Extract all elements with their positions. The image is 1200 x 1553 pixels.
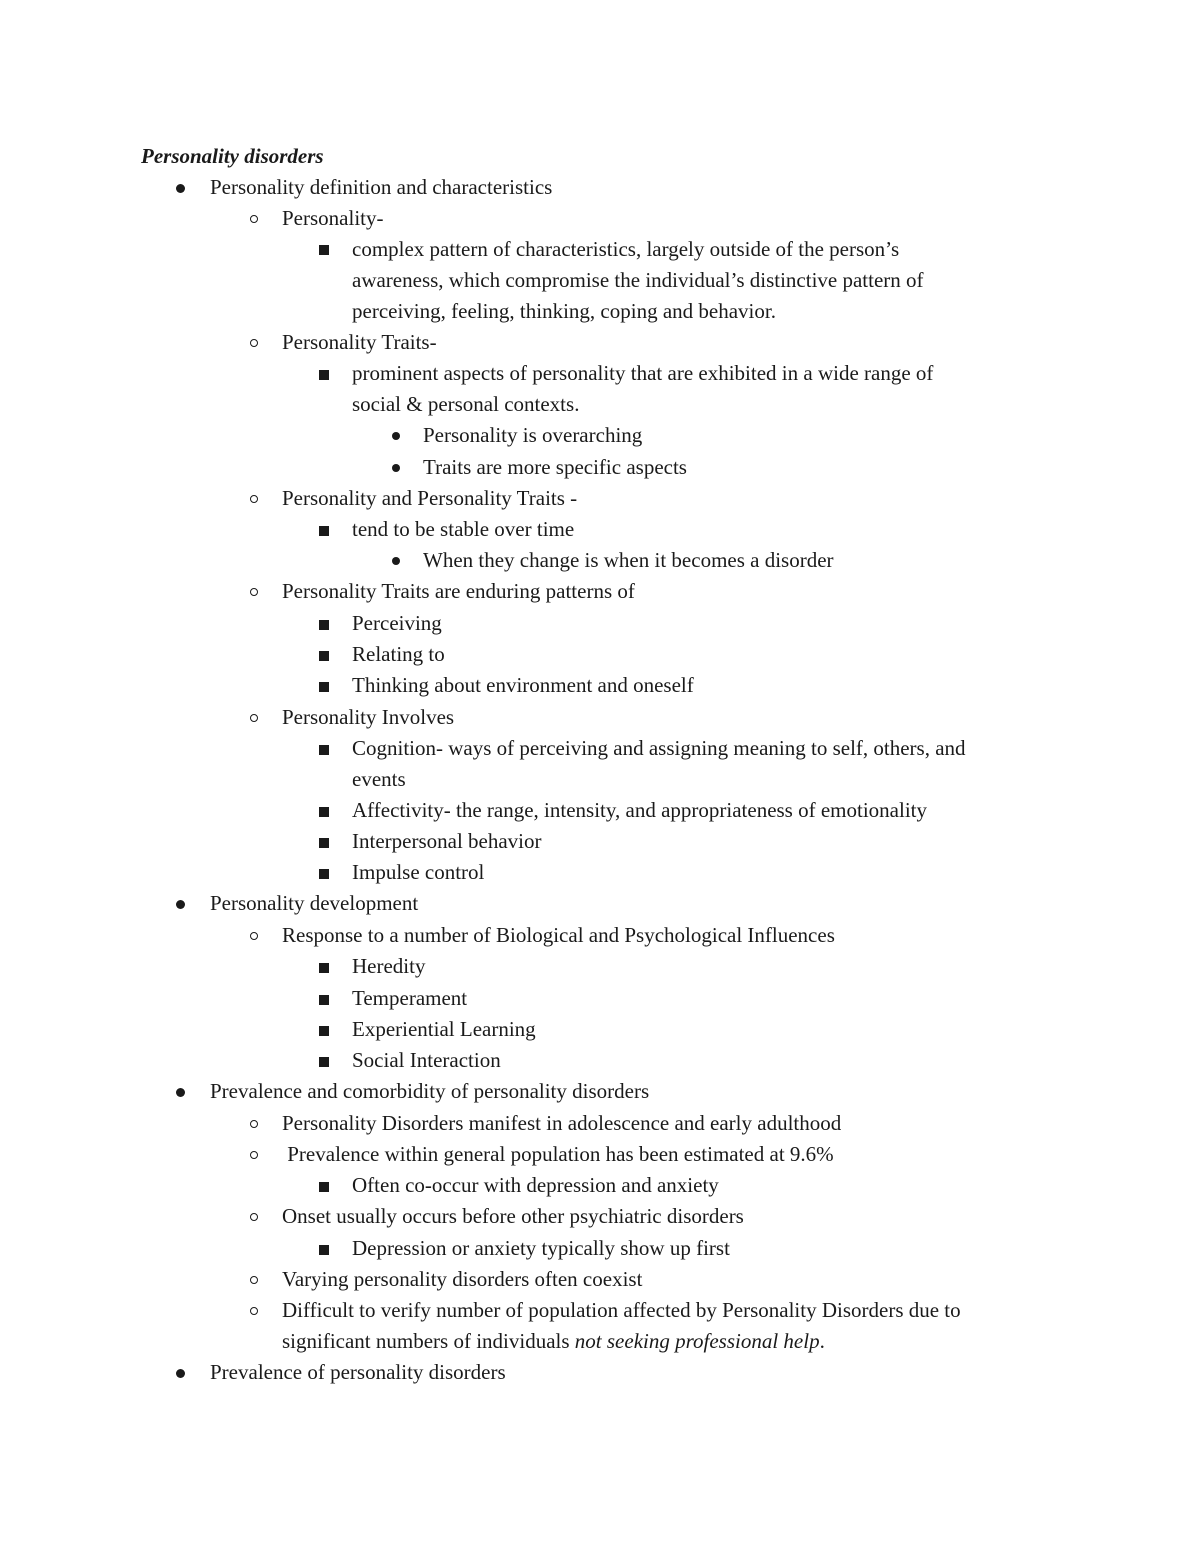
- list-item: Prevalence and comorbidity of personality disorders: [210, 1079, 650, 1103]
- bullet-square-icon: [319, 1026, 329, 1036]
- list-item: Temperament: [352, 986, 468, 1010]
- list-item: Prevalence within general population has been estimated at 9.6%: [282, 1142, 834, 1166]
- bullet-dot-icon: [176, 1088, 185, 1097]
- list-item: Often co-occur with depression and anxiety: [352, 1173, 719, 1197]
- list-item: Impulse control: [352, 860, 485, 884]
- bullet-square-icon: [319, 682, 329, 692]
- list-item: Personality Disorders manifest in adolescence and early adulthood: [282, 1111, 842, 1135]
- list-item: Personality Involves: [282, 705, 455, 729]
- list-item-continuation: awareness, which compromise the individual’s distinctive pattern of: [352, 268, 924, 292]
- bullet-square-icon: [319, 869, 329, 879]
- list-item: Personality development: [210, 891, 419, 915]
- list-item: Personality-: [282, 206, 384, 230]
- list-item-continuation: events: [352, 767, 406, 791]
- list-item: Onset usually occurs before other psychiatric disorders: [282, 1204, 744, 1228]
- list-item: tend to be stable over time: [352, 517, 575, 541]
- list-item: complex pattern of characteristics, largely outside of the person’s: [352, 237, 900, 261]
- list-item: Response to a number of Biological and Psychological Influences: [282, 923, 835, 947]
- bullet-circle-icon: [250, 1120, 258, 1128]
- list-item: Thinking about environment and oneself: [352, 673, 694, 697]
- bullet-dot-icon: [176, 900, 185, 909]
- bullet-square-icon: [319, 526, 329, 536]
- bullet-square-icon: [319, 963, 329, 973]
- list-item: When they change is when it becomes a disorder: [423, 548, 834, 572]
- bullet-square-icon: [319, 807, 329, 817]
- bullet-dot-icon: [392, 557, 400, 565]
- list-item: Experiential Learning: [352, 1017, 536, 1041]
- list-item: Varying personality disorders often coexist: [282, 1267, 643, 1291]
- bullet-square-icon: [319, 838, 329, 848]
- list-item-text: .: [819, 1329, 825, 1353]
- bullet-circle-icon: [250, 714, 258, 722]
- list-item: Traits are more specific aspects: [423, 455, 687, 479]
- bullet-dot-icon: [176, 1369, 185, 1378]
- page-title: Personality disorders: [141, 144, 324, 168]
- list-item: Personality Traits-: [282, 330, 437, 354]
- emphasis-text: not seeking professional help: [574, 1329, 820, 1353]
- list-item-continuation: [282, 1326, 825, 1357]
- list-item: Social Interaction: [352, 1048, 501, 1072]
- bullet-circle-icon: [250, 1276, 258, 1284]
- list-item: Personality Traits are enduring patterns of: [282, 579, 635, 603]
- list-item: Depression or anxiety typically show up first: [352, 1236, 730, 1260]
- bullet-circle-icon: [250, 1151, 258, 1159]
- list-item-continuation: perceiving, feeling, thinking, coping and behavior.: [352, 299, 776, 323]
- bullet-square-icon: [319, 1057, 329, 1067]
- bullet-square-icon: [319, 651, 329, 661]
- bullet-square-icon: [319, 370, 329, 380]
- list-item: prominent aspects of personality that are exhibited in a wide range of: [352, 361, 934, 385]
- bullet-circle-icon: [250, 215, 258, 223]
- bullet-dot-icon: [392, 432, 400, 440]
- bullet-square-icon: [319, 1182, 329, 1192]
- list-item: Personality definition and characteristics: [210, 175, 553, 199]
- list-item: Affectivity- the range, intensity, and appropriateness of emotionality: [352, 798, 927, 822]
- list-item: Cognition- ways of perceiving and assigning meaning to self, others, and: [352, 736, 966, 760]
- list-item-text: significant numbers of individuals: [282, 1329, 575, 1353]
- bullet-square-icon: [319, 245, 329, 255]
- list-item: Prevalence of personality disorders: [210, 1360, 506, 1384]
- bullet-circle-icon: [250, 339, 258, 347]
- list-item-continuation: social & personal contexts.: [352, 392, 580, 416]
- bullet-circle-icon: [250, 1213, 258, 1221]
- bullet-dot-icon: [392, 464, 400, 472]
- bullet-square-icon: [319, 995, 329, 1005]
- bullet-circle-icon: [250, 1307, 258, 1315]
- list-item: Personality is overarching: [423, 423, 643, 447]
- list-item: Perceiving: [352, 611, 442, 635]
- bullet-dot-icon: [176, 184, 185, 193]
- bullet-circle-icon: [250, 588, 258, 596]
- bullet-square-icon: [319, 1245, 329, 1255]
- list-item: Relating to: [352, 642, 445, 666]
- list-item: Personality and Personality Traits -: [282, 486, 578, 510]
- list-item: Difficult to verify number of population affected by Personality Disorders due to: [282, 1298, 961, 1322]
- bullet-square-icon: [319, 745, 329, 755]
- bullet-circle-icon: [250, 495, 258, 503]
- list-item: Interpersonal behavior: [352, 829, 542, 853]
- bullet-circle-icon: [250, 932, 258, 940]
- list-item: Heredity: [352, 954, 426, 978]
- bullet-square-icon: [319, 620, 329, 630]
